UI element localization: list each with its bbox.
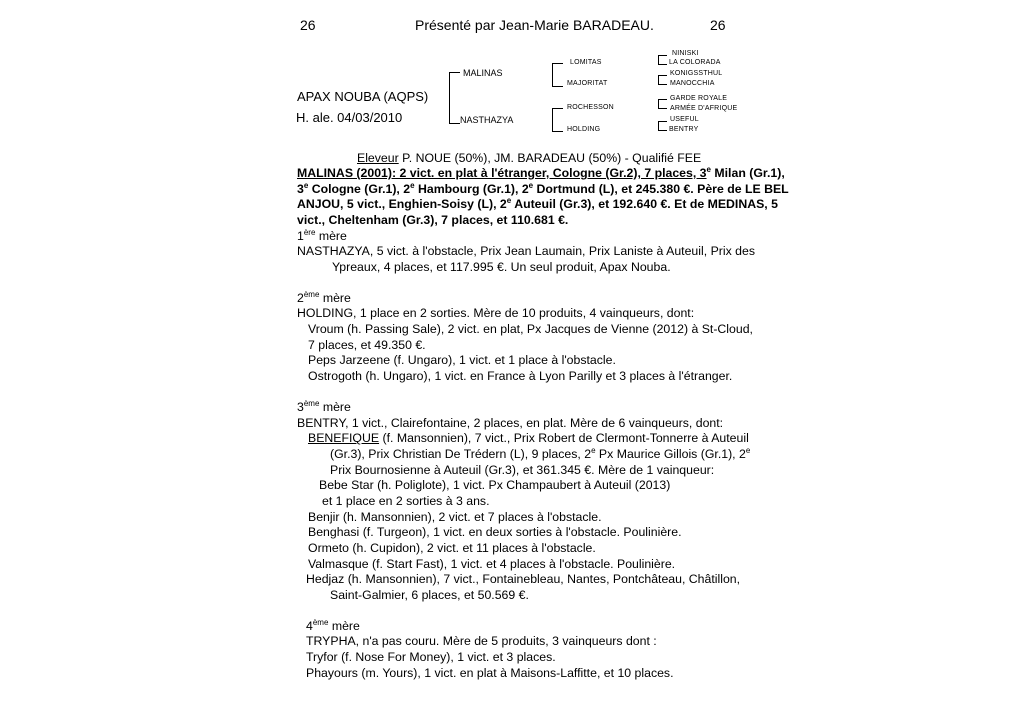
breeder-line (357, 151, 701, 165)
mere2-line-3: 7 places, et 49.350 €. (308, 338, 426, 352)
pedigree-g3-2: LA COLORADA (669, 59, 721, 66)
mere1-line-1: NASTHAZYA, 5 vict. à l'obstacle, Prix Jean Laumain, Prix Laniste à Auteuil, Prix des (297, 244, 755, 258)
pedigree-bracket-gen1 (449, 72, 460, 124)
pedigree-bracket-sire (552, 63, 563, 87)
pedigree-dam-dam: HOLDING (567, 126, 601, 133)
sire-line-4: vict., Cheltenham (Gr.3), 7 places, et 110.681 €. (297, 213, 569, 227)
mere3-line-3: (Gr.3), Prix Christian De Trédern (L), 9 places, 2e Px Maurice Gillois (Gr.1), 2e (330, 445, 751, 461)
mere3-heading: 3ème mère (297, 398, 351, 414)
breeder-text: P. NOUE (50%), JM. BARADEAU (50%) - Qualifié FEE (398, 151, 702, 165)
pedigree-g3-7: USEFUL (670, 116, 699, 123)
mere2-heading: 2ème mère (297, 289, 351, 305)
horse-name: APAX NOUBA (AQPS) (297, 89, 429, 104)
pedigree-g3-5: GARDE ROYALE (670, 95, 728, 102)
pedigree-dam-sire: ROCHESSON (567, 104, 614, 111)
mere3-line-11: Hedjaz (h. Mansonnien), 7 vict., Fontainebleau, Nantes, Pontchâteau, Châtillon, (306, 572, 741, 586)
mere3-line-6: et 1 place en 2 sorties à 3 ans. (322, 494, 490, 508)
pedigree-bracket-g3-1 (658, 55, 667, 65)
sire-line-2: 3e Cologne (Gr.1), 2e Hambourg (Gr.1), 2e Dortmund (L), et 245.380 €. Père de LE BEL (297, 180, 789, 196)
horse-info: H. ale. 04/03/2010 (296, 110, 403, 125)
page-number-right: 26 (710, 17, 726, 33)
pedigree-bracket-g3-4 (658, 121, 667, 131)
sire-line-1: MALINAS (2001): 2 vict. en plat à l'étranger, Cologne (Gr.2), 7 places, 3e Milan (Gr.1), (297, 164, 785, 180)
mere2-line-1: HOLDING, 1 place en 2 sorties. Mère de 10 produits, 4 vainqueurs, dont: (297, 306, 695, 320)
mere3-line-7: Benjir (h. Mansonnien), 2 vict. et 7 places à l'obstacle. (308, 510, 602, 524)
sire-line-3: ANJOU, 5 vict., Enghien-Soisy (L), 2e Auteuil (Gr.3), et 192.640 €. Et de MEDINAS, 5 (297, 195, 778, 211)
pedigree-dam: NASTHAZYA (460, 115, 514, 125)
mere3-line-12: Saint-Galmier, 6 places, et 50.569 €. (330, 588, 529, 602)
pedigree-sire-dam: MAJORITAT (567, 80, 608, 87)
mere2-line-4: Peps Jarzeene (f. Ungaro), 1 vict. et 1 place à l'obstacle. (308, 353, 616, 367)
mere1-heading: 1ère mère (297, 227, 347, 243)
pedigree-sire: MALINAS (463, 68, 503, 78)
mere4-line-3: Phayours (m. Yours), 1 vict. en plat à Maisons-Laffitte, et 10 places. (306, 666, 674, 680)
pedigree-sire-sire: LOMITAS (570, 59, 602, 66)
pedigree-g3-4: MANOCCHIA (670, 80, 715, 87)
pedigree-g3-3: KONIGSSTHUL (670, 70, 723, 77)
mere3-line-5: Bebe Star (h. Poliglote), 1 vict. Px Champaubert à Auteuil (2013) (319, 478, 671, 492)
pedigree-bracket-g3-3 (658, 99, 667, 109)
mere3-line-9: Ormeto (h. Cupidon), 2 vict. et 11 places à l'obstacle. (308, 541, 596, 555)
mere3-line-2: BENEFIQUE (f. Mansonnien), 7 vict., Prix Robert de Clermont-Tonnerre à Auteuil (308, 431, 749, 445)
page-number-left: 26 (300, 17, 316, 33)
pedigree-g3-8: BENTRY (669, 126, 699, 133)
mere4-heading: 4ème mère (306, 617, 360, 633)
page-title: Présenté par Jean-Marie BARADEAU. (415, 17, 654, 33)
pedigree-bracket-dam (552, 108, 563, 132)
pedigree-g3-1: NINISKI (672, 50, 699, 57)
pedigree-g3-6: ARMÉE D'AFRIQUE (670, 105, 738, 112)
mere2-line-2: Vroum (h. Passing Sale), 2 vict. en plat, Px Jacques de Vienne (2012) à St-Cloud, (308, 322, 753, 336)
mere3-line-1: BENTRY, 1 vict., Clairefontaine, 2 places, en plat. Mère de 6 vainqueurs, dont: (297, 416, 724, 430)
pedigree-bracket-g3-2 (658, 75, 667, 85)
mere2-line-5: Ostrogoth (h. Ungaro), 1 vict. en France à Lyon Parilly et 3 places à l'étranger. (308, 369, 733, 383)
mere4-line-2: Tryfor (f. Nose For Money), 1 vict. et 3 places. (306, 650, 556, 664)
mere3-line-10: Valmasque (f. Start Fast), 1 vict. et 4 places à l'obstacle. Poulinière. (308, 557, 676, 571)
mere3-line-8: Benghasi (f. Turgeon), 1 vict. en deux sorties à l'obstacle. Poulinière. (308, 525, 682, 539)
mere1-line-2: Ypreaux, 4 places, et 117.995 €. Un seul produit, Apax Nouba. (332, 260, 671, 274)
mere4-line-1: TRYPHA, n'a pas couru. Mère de 5 produits, 3 vainqueurs dont : (306, 634, 657, 648)
mere3-line-4: Prix Bournosienne à Auteuil (Gr.3), et 361.345 €. Mère de 1 vainqueur: (330, 463, 715, 477)
breeder-label: Eleveur (357, 151, 399, 165)
